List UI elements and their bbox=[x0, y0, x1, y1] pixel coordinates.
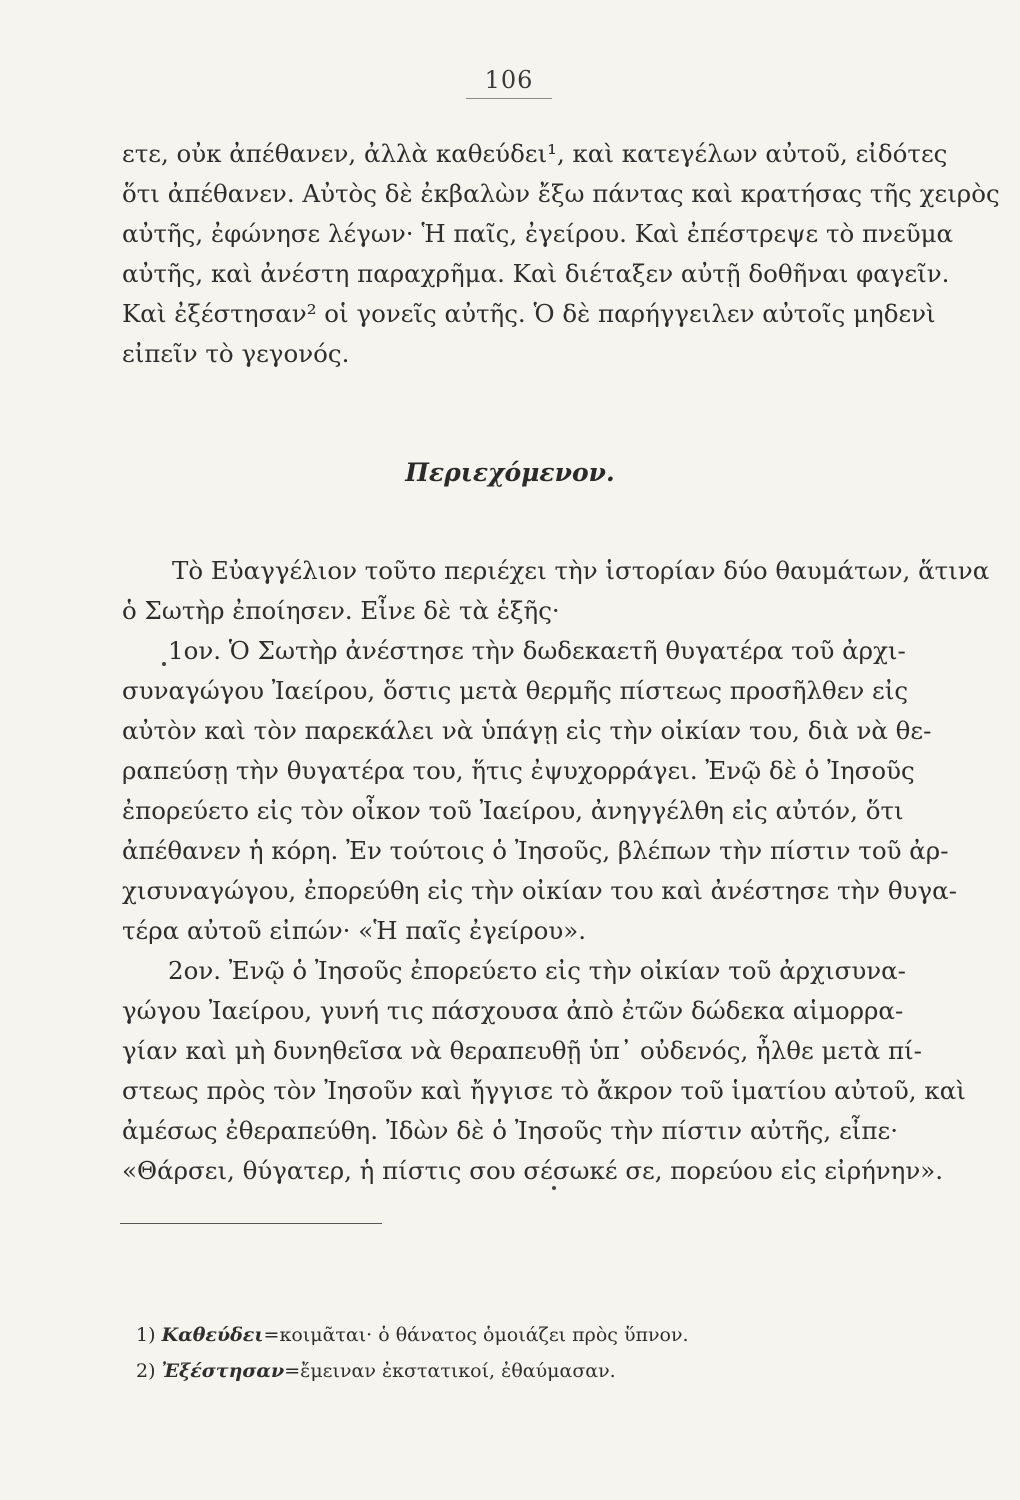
paragraph-line: στεως πρὸς τὸν Ἰησοῦν καὶ ἤγγισε τὸ ἄκρον τοῦ ἱματίου αὐτοῦ, καὶ bbox=[122, 1076, 966, 1105]
paragraph-line: γίαν καὶ μὴ δυνηθεῖσα νὰ θεραπευθῇ ὑπ᾽ οὐδενός, ἦλθε μετὰ πί- bbox=[122, 1036, 922, 1065]
paragraph-line: ραπεύσῃ τὴν θυγατέρα του, ἥτις ἐψυχορράγει. Ἐνῷ δὲ ὁ Ἰησοῦς bbox=[122, 756, 915, 785]
paragraph-line: γώγου Ἰαείρου, γυνή τις πάσχουσα ἀπὸ ἐτῶν δώδεκα αἱμορρα- bbox=[122, 996, 904, 1025]
footnote-rule bbox=[120, 1223, 382, 1224]
footnote-2 bbox=[136, 1358, 616, 1384]
paragraph-line: ἐπορεύετο εἰς τὸν οἶκον τοῦ Ἰαείρου, ἀνηγγέλθη εἰς αὐτόν, ὅτι bbox=[122, 796, 904, 825]
footnote-term: Ἐξέστησαν bbox=[161, 1360, 285, 1382]
footnote-number: 2) bbox=[136, 1360, 156, 1382]
footnote-definition: =κοιμᾶται· ὁ θάνατος ὁμοιάζει πρὸς ὕπνον. bbox=[263, 1324, 689, 1346]
section-heading: Περιεχόμενον. bbox=[405, 458, 615, 487]
text-line: αὐτῆς, καὶ ἀνέστη παραχρῆμα. Καὶ διέταξεν αὐτῇ δοθῆναι φαγεῖν. bbox=[122, 259, 950, 288]
paragraph-line: αὐτὸν καὶ τὸν παρεκάλει νὰ ὑπάγῃ εἰς τὴν οἰκίαν του, διὰ νὰ θε- bbox=[122, 716, 932, 745]
footnote-definition: =ἔμειναν ἐκστατικοί, ἐθαύμασαν. bbox=[284, 1360, 616, 1382]
paragraph-line: συναγώγου Ἰαείρου, ὅστις μετὰ θερμῆς πίστεως προσῆλθεν εἰς bbox=[122, 676, 909, 705]
paragraph-line: ὁ Σωτὴρ ἐποίησεν. Εἶνε δὲ τὰ ἑξῆς· bbox=[122, 596, 560, 625]
paragraph-line: «Θάρσει, θύγατερ, ἡ πίστις σου σέσωκέ σε, πορεύου εἰς εἰρήνην». bbox=[122, 1156, 944, 1185]
paragraph-line: ἀμέσως ἐθεραπεύθη. Ἰδὼν δὲ ὁ Ἰησοῦς τὴν πίστιν αὐτῆς, εἶπε· bbox=[122, 1116, 898, 1145]
text-line: Καὶ ἐξέστησαν² οἱ γονεῖς αὐτῆς. Ὁ δὲ παρήγγειλεν αὐτοῖς μηδενὶ bbox=[122, 299, 936, 328]
text-line: ὅτι ἀπέθανεν. Αὐτὸς δὲ ἐκβαλὼν ἔξω πάντας καὶ κρατήσας τῆς χειρὸς bbox=[122, 179, 1000, 208]
text-line: ετε, οὐκ ἀπέθανεν, ἀλλὰ καθεύδει¹, καὶ κατεγέλων αὐτοῦ, εἰδότες bbox=[122, 139, 948, 168]
paragraph-line: 1ον. Ὁ Σωτὴρ ἀνέστησε τὴν δωδεκαετῆ θυγατέρα τοῦ ἀρχι- bbox=[168, 636, 906, 665]
page-number: 106 bbox=[466, 66, 552, 99]
ink-speck bbox=[552, 1186, 556, 1190]
paragraph-line: 2ον. Ἐνῷ ὁ Ἰησοῦς ἐπορεύετο εἰς τὴν οἰκίαν τοῦ ἀρχισυνα- bbox=[168, 956, 906, 985]
text-line: αὐτῆς, ἐφώνησε λέγων· Ἡ παῖς, ἐγείρου. Καὶ ἐπέστρεψε τὸ πνεῦμα bbox=[122, 219, 954, 248]
footnote-term: Καθεύδει bbox=[161, 1324, 264, 1346]
paragraph-line: χισυναγώγου, ἐπορεύθη εἰς τὴν οἰκίαν του καὶ ἀνέστησε τὴν θυγα- bbox=[122, 876, 957, 905]
paragraph-line: Τὸ Εὐαγγέλιον τοῦτο περιέχει τὴν ἱστορίαν δύο θαυμάτων, ἅτινα bbox=[172, 556, 990, 585]
footnote-number: 1) bbox=[136, 1324, 156, 1346]
text-line: εἰπεῖν τὸ γεγονός. bbox=[122, 339, 350, 368]
paragraph-line: ἀπέθανεν ἡ κόρη. Ἐν τούτοις ὁ Ἰησοῦς, βλέπων τὴν πίστιν τοῦ ἀρ- bbox=[122, 836, 949, 865]
footnote-1 bbox=[136, 1322, 689, 1348]
paragraph-line: τέρα αὐτοῦ εἰπών· «Ἡ παῖς ἐγείρου». bbox=[122, 916, 587, 945]
ink-speck bbox=[162, 662, 166, 666]
